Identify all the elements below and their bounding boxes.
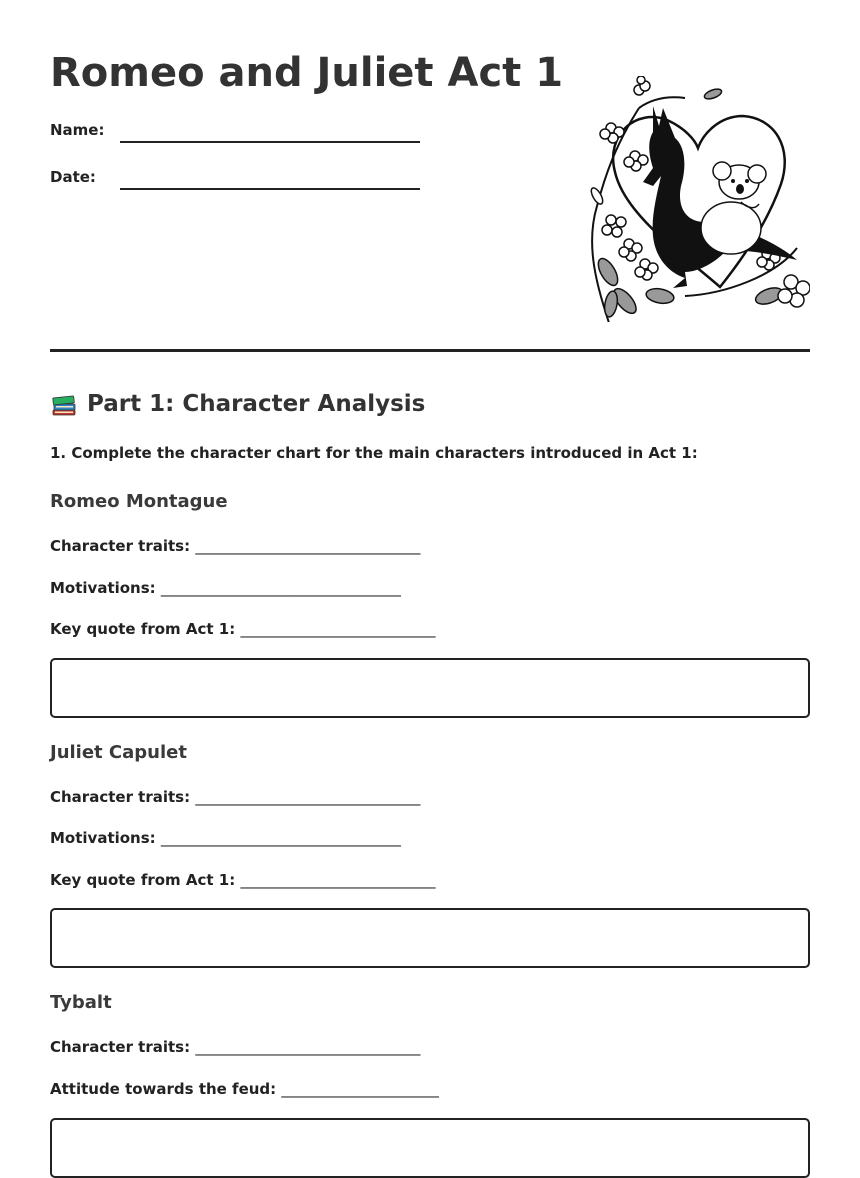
date-label: Date: — [50, 168, 96, 186]
juliet-motivations-line[interactable] — [50, 829, 401, 847]
blank-line: __________________________ — [240, 620, 436, 638]
blank-line: ________________________________ — [160, 579, 401, 597]
prompt-label: Motivations: — [50, 829, 156, 847]
kangaroo-koala-heart-illustration — [535, 76, 810, 322]
blank-line: ______________________________ — [195, 1038, 421, 1056]
character-heading-juliet: Juliet Capulet — [50, 742, 187, 763]
prompt-label: Motivations: — [50, 579, 156, 597]
prompt-label: Character traits: — [50, 537, 191, 555]
header-divider — [50, 349, 810, 352]
worksheet-page — [50, 0, 810, 1161]
name-label: Name: — [50, 121, 105, 139]
books-icon — [50, 390, 78, 418]
question-1: 1. Complete the character chart for the main characters introduced in Act 1: — [50, 444, 698, 462]
prompt-label: Character traits: — [50, 788, 191, 806]
juliet-traits-line[interactable] — [50, 788, 420, 806]
prompt-label: Attitude towards the feud: — [50, 1080, 277, 1098]
prompt-label: Key quote from Act 1: — [50, 620, 236, 638]
blank-line: ______________________________ — [195, 788, 421, 806]
romeo-traits-line[interactable] — [50, 537, 420, 555]
section-heading-text: Part 1: Character Analysis — [87, 391, 426, 417]
tybalt-traits-line[interactable] — [50, 1038, 420, 1056]
date-input-line[interactable] — [120, 188, 420, 190]
tybalt-feud-line[interactable] — [50, 1080, 439, 1098]
blank-line: _____________________ — [281, 1080, 439, 1098]
tybalt-answer-box[interactable] — [50, 1118, 810, 1178]
character-heading-romeo: Romeo Montague — [50, 491, 228, 512]
character-heading-tybalt: Tybalt — [50, 992, 112, 1013]
worksheet-title: Romeo and Juliet Act 1 — [50, 50, 564, 96]
juliet-quote-line[interactable] — [50, 871, 435, 889]
blank-line: ________________________________ — [160, 829, 401, 847]
romeo-motivations-line[interactable] — [50, 579, 401, 597]
blank-line: __________________________ — [240, 871, 436, 889]
romeo-answer-box[interactable] — [50, 658, 810, 718]
date-field — [50, 168, 430, 198]
name-field — [50, 121, 430, 151]
romeo-quote-line[interactable] — [50, 620, 435, 638]
juliet-answer-box[interactable] — [50, 908, 810, 968]
name-input-line[interactable] — [120, 141, 420, 143]
prompt-label: Key quote from Act 1: — [50, 871, 236, 889]
section-heading — [50, 387, 425, 421]
blank-line: ______________________________ — [195, 537, 421, 555]
prompt-label: Character traits: — [50, 1038, 191, 1056]
